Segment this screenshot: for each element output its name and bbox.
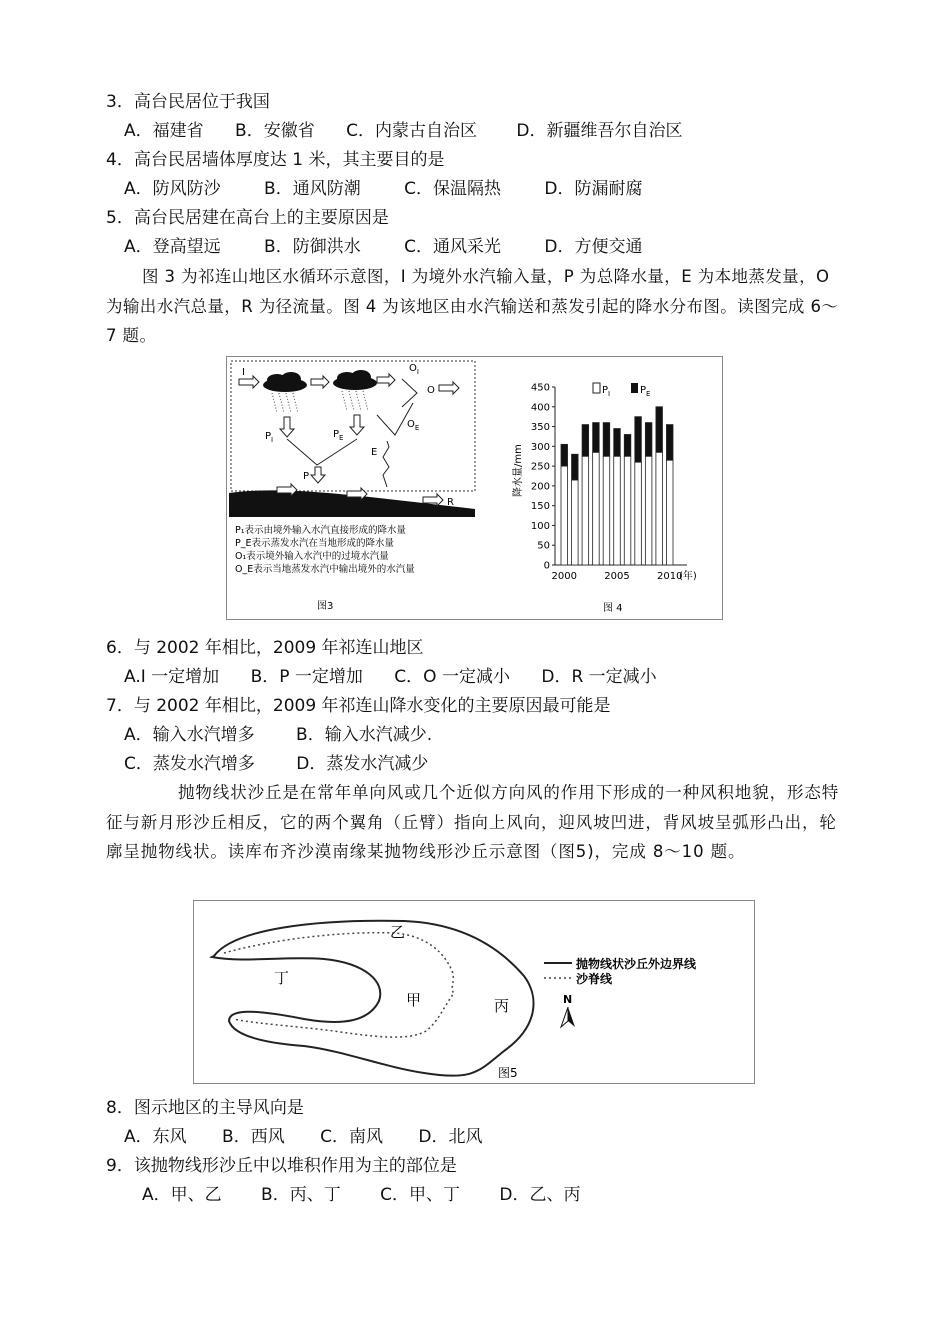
label-ding: 丁	[274, 969, 290, 987]
q7-options-row1	[124, 725, 432, 745]
fig4-bar-2001-PI	[572, 480, 579, 565]
fig4-bar-2006-PI	[624, 456, 631, 565]
fig4-y-tick-label: 300	[530, 441, 550, 453]
figure-4-chart	[499, 357, 709, 617]
q4-options	[124, 179, 643, 199]
figure-3-diagram	[227, 357, 497, 617]
fig4-y-tick-label: 50	[537, 540, 550, 552]
fig4-bar-2010-PI	[666, 460, 673, 565]
fig3-label-R: R	[447, 497, 454, 508]
q8-option-c[interactable]: C．南风	[320, 1127, 383, 1147]
q9-stem: 9．该抛物线形沙丘中以堆积作用为主的部位是	[106, 1156, 457, 1176]
fig4-legend-PE: $P_E$	[640, 385, 651, 398]
fig4-y-axis-label: 降水量/mm	[513, 444, 524, 497]
fig4-x-tick-label: 2000	[551, 571, 577, 582]
fig4-bar-2004-PE	[603, 423, 610, 457]
fig4-bar-2010-PE	[666, 425, 673, 461]
q5-option-a[interactable]: A．登高望远	[124, 237, 221, 257]
q3-option-d[interactable]: D．新疆维吾尔自治区	[516, 121, 683, 141]
fig4-legend-PI: $P_I$	[602, 385, 611, 398]
fig5-caption: 图5	[498, 1066, 518, 1080]
fig4-bar-2002-PE	[582, 425, 589, 457]
fig3-merge-line	[287, 439, 357, 465]
q9-option-c[interactable]: C．甲、丁	[380, 1185, 460, 1205]
fig4-x-tick-label: 2010	[657, 571, 683, 582]
fig3-arrow-PE-icon	[350, 415, 364, 435]
q7-options-row2	[124, 754, 428, 774]
fig4-bar-2003-PI	[593, 452, 600, 565]
fig3-label-I: I	[242, 367, 245, 378]
fig3-arrow-3-icon	[377, 374, 395, 386]
fig3-label-O1: $O_I$	[409, 363, 419, 376]
q8-stem: 8．图示地区的主导风向是	[106, 1098, 304, 1118]
q6-stem: 6．与 2002 年相比，2009 年祁连山地区	[106, 638, 424, 658]
q5-option-b[interactable]: B．防御洪水	[264, 237, 361, 257]
q8-options	[124, 1127, 483, 1147]
fig3-label-E: E	[371, 447, 378, 458]
fig3-label-PE: $P_E$	[333, 429, 344, 442]
q9-option-a[interactable]: A．甲、乙	[142, 1185, 222, 1205]
fig4-bar-2009-PI	[656, 452, 663, 565]
q9-option-b[interactable]: B．丙、丁	[261, 1185, 341, 1205]
fig4-y-tick-label: 150	[530, 501, 550, 513]
q6-options	[124, 667, 657, 687]
fig3-caption: 图3	[317, 601, 334, 612]
figure-5-frame	[193, 900, 755, 1084]
legend-outer-line: 抛物线状沙丘外边界线	[576, 957, 697, 971]
q3-option-a[interactable]: A．福建省	[124, 121, 204, 141]
fig4-bar-2000-PE	[561, 444, 568, 466]
figure-3-4-frame	[226, 356, 723, 620]
q3-option-c[interactable]: C．内蒙古自治区	[346, 121, 477, 141]
fig4-bar-2002-PI	[582, 456, 589, 565]
label-yi: 乙	[390, 923, 406, 941]
fig4-bar-2006-PE	[624, 434, 631, 456]
legend-ridge-line: 沙脊线	[576, 972, 613, 986]
fig4-y-tick-label: 200	[530, 481, 550, 493]
q3-stem: 3．高台民居位于我国	[106, 92, 270, 112]
figure-5-diagram	[194, 901, 754, 1083]
fig3-legend-4: O_E表示当地蒸发水汽中输出境外的水汽量	[235, 564, 415, 575]
q7-option-d[interactable]: D．蒸发水汽减少	[296, 754, 429, 774]
intro-6-7: 图 3 为祁连山地区水循环示意图，I 为境外水汽输入量，P 为总降水量，E 为本地蒸发量，O 为输出水汽总量，R 为径流量。图 4 为该地区由水汽输送和蒸发引起的降水分布图。读图完成 6～7 题。	[106, 267, 839, 345]
fig4-bar-2005-PE	[614, 429, 621, 457]
north-arrow-icon	[568, 1007, 575, 1027]
fig3-label-P: P	[303, 471, 310, 482]
fig4-caption: 图 4	[603, 603, 623, 614]
q8-option-d[interactable]: D．北风	[418, 1127, 483, 1147]
fig4-y-tick-label: 450	[530, 382, 550, 394]
fig3-evaporation-icon	[383, 441, 389, 487]
q4-option-d[interactable]: D．防漏耐腐	[544, 179, 643, 199]
fig4-bar-2001-PE	[572, 454, 579, 480]
q8-option-b[interactable]: B．西风	[222, 1127, 285, 1147]
q4-stem: 4．高台民居墙体厚度达 1 米，其主要目的是	[106, 150, 445, 170]
fig3-label-O: O	[427, 385, 435, 396]
fig3-arrow-O-icon	[439, 382, 459, 394]
q7-option-a[interactable]: A．输入水汽增多	[124, 725, 255, 745]
fig3-legend-2: P_E表示蒸发水汽在当地形成的降水量	[235, 538, 394, 549]
q6-option-a[interactable]: A.I 一定增加	[124, 667, 220, 687]
fig3-legend-3: O₁表示境外输入水汽中的过境水汽量	[235, 551, 389, 562]
q7-option-b[interactable]: B．输入水汽减少.	[296, 725, 433, 745]
label-jia: 甲	[406, 991, 422, 1009]
q4-option-b[interactable]: B．通风防潮	[264, 179, 361, 199]
fig3-label-OE: $O_E$	[407, 419, 420, 432]
q3-options	[124, 121, 683, 141]
q9-option-d[interactable]: D．乙、丙	[499, 1185, 581, 1205]
label-bing: 丙	[494, 997, 510, 1015]
fig3-arrow-2-icon	[311, 376, 329, 388]
fig4-bar-2000-PI	[561, 466, 568, 565]
q4-option-c[interactable]: C．保温隔热	[404, 179, 501, 199]
fig4-x-tick-label: 2005	[604, 571, 630, 582]
fig4-x-axis-label: (年)	[679, 571, 697, 582]
fig4-bar-2007-PI	[635, 462, 642, 565]
fig4-bar-2009-PE	[656, 407, 663, 452]
fig4-bar-2008-PE	[645, 423, 652, 457]
q6-option-d[interactable]: D．R 一定减小	[541, 667, 657, 687]
fig3-legend-1: P₁表示由境外输入水汽直接形成的降水量	[235, 525, 407, 536]
fig4-bar-2007-PE	[635, 417, 642, 462]
q7-option-c[interactable]: C．蒸发水汽增多	[124, 754, 255, 774]
fig4-y-tick-label: 350	[530, 422, 550, 434]
fig3-arrow-P-icon	[311, 467, 325, 483]
fig3-label-P1: $P_I$	[265, 431, 274, 444]
q5-options	[124, 237, 643, 257]
q8-option-a[interactable]: A．东风	[124, 1127, 187, 1147]
q5-option-c[interactable]: C．通风采光	[404, 237, 501, 257]
q3-option-b[interactable]: B．安徽省	[235, 121, 315, 141]
fig4-bar-2003-PE	[593, 423, 600, 453]
fig4-legend-PI-swatch	[593, 383, 600, 393]
dune-outer-boundary	[212, 921, 534, 1076]
fig4-bar-2008-PI	[645, 456, 652, 565]
q6-option-b[interactable]: B．P 一定增加	[250, 667, 363, 687]
fig4-y-tick-label: 100	[530, 520, 550, 532]
q4-option-a[interactable]: A．防风防沙	[124, 179, 221, 199]
fig4-legend-PE-swatch	[631, 383, 638, 393]
fig4-bar-2004-PI	[603, 456, 610, 565]
q9-options	[142, 1185, 581, 1205]
q7-stem: 7．与 2002 年相比，2009 年祁连山降水变化的主要原因最可能是	[106, 696, 611, 716]
fig4-bar-2005-PI	[614, 456, 621, 565]
fig4-y-tick-label: 400	[530, 402, 550, 414]
fig4-y-tick-label: 0	[543, 560, 550, 572]
intro-8-10: 抛物线状沙丘是在常年单向风或几个近似方向风的作用下形成的一种风积地貌，形态特征与新月形沙丘相反，它的两个翼角（丘臂）指向上风向，迎风坡凹进，背风坡呈弧形凸出，轮廓呈抛物线状。读库布齐沙漠南缘某抛物线形沙丘示意图（图5)，完成 8～10 题。	[106, 783, 840, 861]
q6-option-c[interactable]: C．O 一定减小	[394, 667, 510, 687]
north-label: N	[563, 993, 573, 1006]
q5-option-d[interactable]: D．方便交通	[544, 237, 643, 257]
q5-stem: 5．高台民居建在高台上的主要原因是	[106, 208, 389, 228]
fig3-arrow-P1-icon	[280, 417, 294, 437]
fig4-y-tick-label: 250	[530, 461, 550, 473]
